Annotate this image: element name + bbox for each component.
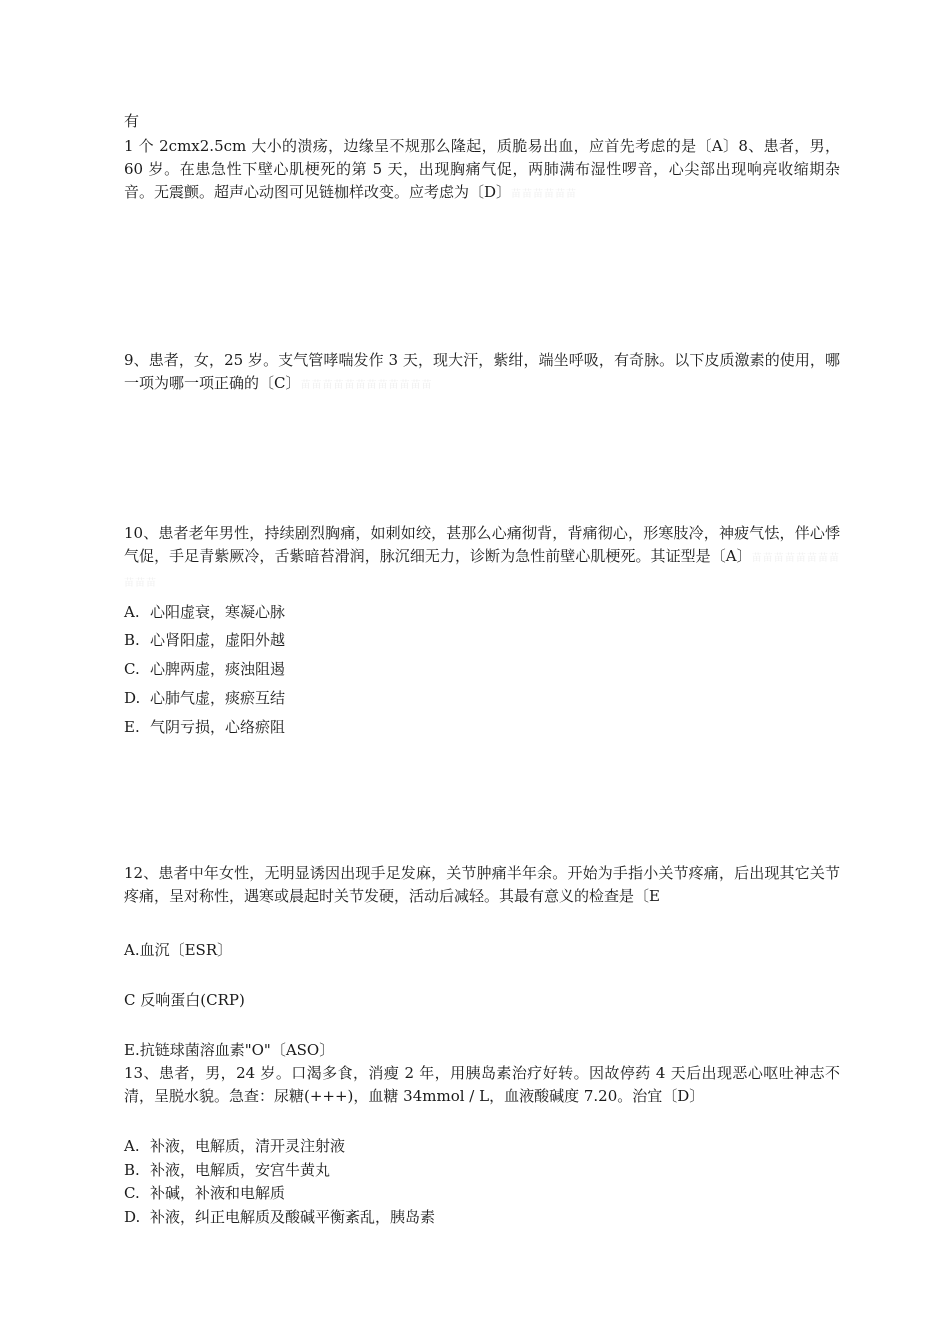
watermark-text: 苗苗苗苗苗苗苗苗苗苗苗 [124, 553, 840, 589]
q12-paragraph: 12、患者中年女性，无明显诱因出现手足发麻，关节肿痛半年余。开始为手指小关节疼痛，后出现其它关节疼痛，呈对称性，遇寒或晨起时关节发硬，活动后减轻。其最有意义的检查是〔E [124, 864, 840, 905]
q7-q8-text: 1 个 2cmx2.5cm 大小的溃疡，边缘呈不规那么隆起，质脆易出血，应首先考虑的是〔A〕8、患者，男，60 岁。在患急性下壁心肌梗死的第 5 天，出现胸痛气促，两肺满布湿性啰音，心尖部出现响亮收缩期杂音。无震颤。超声心动图可见链枷样改变。应考虑为〔D〕 [124, 137, 840, 201]
q12-option-e: E.抗链球菌溶血素"O"〔ASO〕 [124, 1041, 335, 1059]
q7-q8-paragraph [124, 135, 840, 206]
q13-option-d: D. 补液，纠正电解质及酸碱平衡紊乱，胰岛素 [124, 1208, 436, 1226]
q10-option-e: E. 气阴亏损，心络瘀阻 [124, 718, 286, 736]
q9-text: 9、患者，女，25 岁。支气管哮喘发作 3 天，现大汗，紫绀，端坐呼吸，有奇脉。以下皮质激素的使用，哪一项为哪一项正确的〔C〕 [124, 351, 840, 392]
q13-option-a: A. 补液，电解质，清开灵注射液 [124, 1137, 346, 1155]
q12-option-c: C 反响蛋白(CRP) [124, 991, 245, 1009]
q10-option-d: D. 心肺气虚，痰瘀互结 [124, 689, 286, 707]
q13-option-c: C. 补碱，补液和电解质 [124, 1184, 286, 1202]
q9-paragraph [124, 349, 840, 397]
q13-paragraph: 13、患者，男，24 岁。口渴多食，消瘦 2 年，用胰岛素治疗好转。因故停药 4 天后出现恶心呕吐神志不清，呈脱水貌。急查：尿糖(+++)，血糖 34mmol / L，血液酸碱度 7.20。治宜〔D〕 [124, 1064, 840, 1105]
watermark-text: 苗苗苗苗苗苗苗苗苗苗苗苗 [300, 380, 433, 391]
q10-text: 10、患者老年男性，持续剧烈胸痛，如刺如绞，甚那么心痛彻背，背痛彻心，形寒肢冷，神疲气怯，伴心悸气促，手足青紫厥冷，舌紫暗苔滑润，脉沉细无力，诊断为急性前壁心肌梗死。其证型是〔A〕 [124, 524, 840, 565]
q12-option-a: A.血沉〔ESR〕 [124, 941, 233, 959]
q10-paragraph [124, 522, 840, 595]
q7-fragment: 有 [124, 112, 140, 130]
q10-option-b: B. 心肾阳虚，虚阳外越 [124, 631, 286, 649]
watermark-text: 苗苗苗苗苗苗 [511, 189, 578, 200]
q13-option-b: B. 补液，电解质，安宫牛黄丸 [124, 1161, 331, 1179]
q10-option-c: C. 心脾两虚，痰浊阻遏 [124, 660, 286, 678]
q10-option-a: A. 心阳虚衰，寒凝心脉 [124, 603, 286, 621]
